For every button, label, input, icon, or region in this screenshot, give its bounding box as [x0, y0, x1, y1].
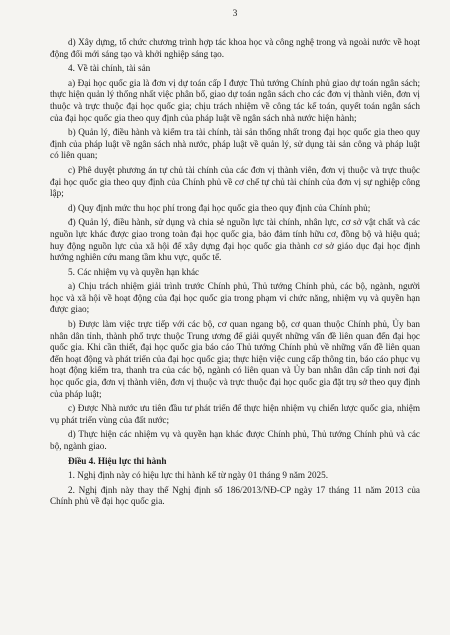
article-4-heading: Điều 4. Hiệu lực thi hành	[68, 455, 167, 466]
paragraph-replacement-decree: 2. Nghị định này thay thế Nghị định số 186/2013/NĐ-CP ngày 17 tháng 11 năm 2013 của Chính phủ về đại học quốc gia.	[50, 484, 420, 507]
paragraph-4d-tuition-fees: d) Quy định mức thu học phí trong đại học quốc gia theo quy định của Chính phủ;	[68, 202, 371, 213]
paragraph-4dd-resource-management: đ) Quản lý, điều hành, sử dụng và chia sẻ nguồn lực tài chính, nhân lực, cơ sở vật chất và các nguồn lực khác được giao trong toàn đại học quốc gia, bảo đảm tính hữu cơ, đồng bộ và hiệu quả; huy động nguồn lực của xã hội để xây dựng đại học quốc gia thành cơ sở giáo dục đại học định hướng nghiên cứu mang tầm khu vực, quốc tế.	[50, 217, 420, 263]
paragraph-5c-state-priority: c) Được Nhà nước ưu tiên đầu tư phát triển để thực hiện nhiệm vụ chiến lược quốc gia, nhiệm vụ phát triển vùng của đất nước;	[50, 403, 420, 425]
section-heading-finance-assets: 4. Về tài chính, tài sản	[68, 63, 151, 74]
paragraph-4b-financial-management: b) Quản lý, điều hành và kiểm tra tài chính, tài sản thống nhất trong đại học quốc gia theo quy định của pháp luật về ngân sách nhà nước, pháp luật về quản lý, sử dụng tài sản công và pháp luật có liên quan;	[50, 127, 420, 161]
paragraph-5b-direct-work: b) Được làm việc trực tiếp với các bộ, cơ quan ngang bộ, cơ quan thuộc Chính phủ, Ủy ban nhân dân tỉnh, thành phố trực thuộc Trung ương để giải quyết những vấn đề liên quan đến đại học quốc gia. Khi cần thiết, đại học quốc gia báo cáo Thủ tướng Chính phủ về những vấn đề liên quan đến hoạt động và phát triển của đại học quốc gia; thực hiện việc cung cấp thông tin, báo cáo phục vụ hoạt động kiểm tra, thanh tra của các bộ, ngành có liên quan và Ủy ban nhân dân cấp tỉnh nơi đại học quốc gia, đơn vị thành viên, đơn vị thuộc và trực thuộc đại học quốc gia đặt trụ sở theo quy định của pháp luật;	[50, 319, 420, 399]
section-heading-other-duties: 5. Các nhiệm vụ và quyền hạn khác	[68, 266, 200, 277]
paragraph-3d-international-cooperation: d) Xây dựng, tổ chức chương trình hợp tác khoa học và công nghệ trong và ngoài nước về hoạt động đổi mới sáng tạo và khởi nghiệp sáng tạo.	[50, 37, 420, 59]
paragraph-5d-other-duties: d) Thực hiện các nhiệm vụ và quyền hạn khác được Chính phủ, Thủ tướng Chính phủ và các bộ, ngành giao.	[50, 429, 420, 451]
paragraph-effective-date: 1. Nghị định này có hiệu lực thi hành kể từ ngày 01 tháng 9 năm 2025.	[68, 470, 329, 481]
paragraph-5a-accountability: a) Chịu trách nhiệm giải trình trước Chính phủ, Thủ tướng Chính phủ, các bộ, ngành, người học và xã hội về hoạt động của đại học quốc gia trong phạm vi chức năng, nhiệm vụ và quyền hạn được giao;	[50, 281, 420, 315]
paragraph-4c-financial-autonomy: c) Phê duyệt phương án tự chủ tài chính của các đơn vị thành viên, đơn vị thuộc và trực thuộc đại học quốc gia theo quy định của Chính phủ về cơ chế tự chủ tài chính của đơn vị sự nghiệp công lập;	[50, 164, 420, 199]
page-number: 3	[232, 9, 238, 19]
paragraph-4a-budget-estimation: a) Đại học quốc gia là đơn vị dự toán cấp I được Thủ tướng Chính phủ giao dự toán ngân sách; thực hiện quản lý thống nhất việc phân bổ, giao dự toán ngân sách cho các đơn vị thành viên, đơn vị thuộc và trực thuộc đại học quốc gia; chịu trách nhiệm về công tác kế toán, quyết toán ngân sách của đại học quốc gia theo quy định của pháp luật về ngân sách nhà nước hiện hành;	[50, 77, 420, 123]
